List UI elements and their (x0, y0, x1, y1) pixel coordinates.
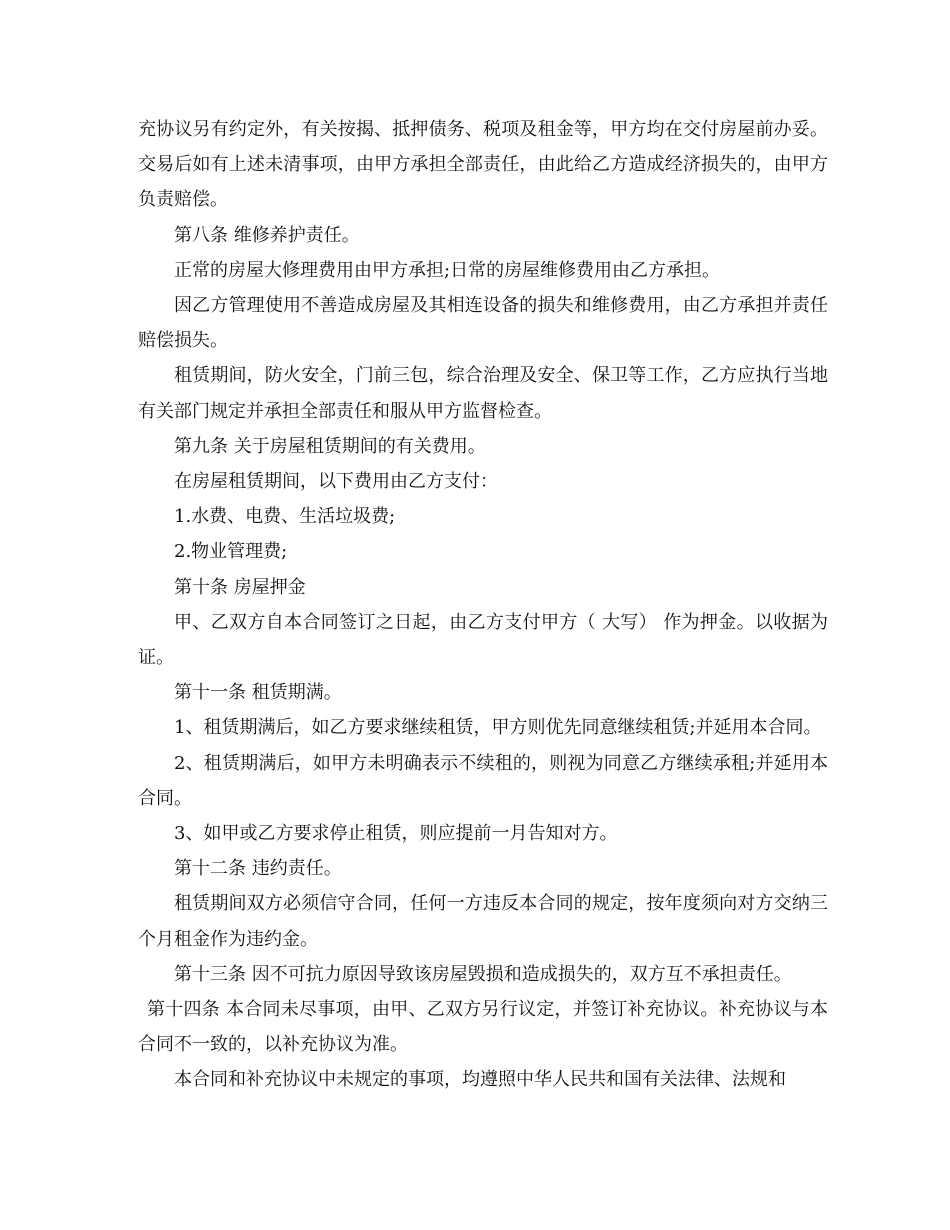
article-9-heading: 第九条 关于房屋租赁期间的有关费用。 (174, 435, 486, 457)
paragraph: 本合同和补充协议中未规定的事项，均遵照中华人民共和国有关法律、法规和 (174, 1069, 786, 1091)
paragraph: 租赁期间，防火安全，门前三包，综合治理及安全、保卫等工作，乙方应执行当地有关部门规定并承担全部责任和服从甲方监督检查。 (138, 365, 828, 422)
article-12-heading: 第十二条 违约责任。 (174, 858, 342, 880)
paragraph: 因乙方管理使用不善造成房屋及其相连设备的损失和维修费用，由乙方承担并责任赔偿损失。 (138, 295, 828, 352)
article-8-heading: 第八条 维修养护责任。 (174, 224, 360, 246)
article-13-paragraph: 第十三条 因不可抗力原因导致该房屋毁损和造成损失的，双方互不承担责任。 (174, 963, 792, 985)
list-item: 2.物业管理费; (174, 541, 288, 563)
paragraph: 租赁期间双方必须信守合同，任何一方违反本合同的规定，按年度须向对方交纳三个月租金作为违约金。 (138, 893, 828, 950)
paragraph: 甲、乙双方自本合同签订之日起，由乙方支付甲方（ 大写） 作为押金。以收据为证。 (138, 611, 828, 669)
document-body (138, 112, 828, 1098)
article-10-heading: 第十条 房屋押金 (174, 576, 306, 598)
list-item: 2、租赁期满后，如甲方未明确表示不续租的，则视为同意乙方继续承租;并延用本合同。 (138, 752, 828, 809)
article-14-paragraph: 第十四条 本合同未尽事项，由甲、乙双方另行议定，并签订补充协议。补充协议与本合同不一致的，以补充协议为准。 (138, 999, 828, 1056)
list-item: 1.水费、电费、生活垃圾费; (174, 506, 396, 528)
list-item: 3、如甲或乙方要求停止租赁，则应提前一月告知对方。 (174, 823, 618, 845)
paragraph: 正常的房屋大修理费用由甲方承担;日常的房屋维修费用由乙方承担。 (174, 259, 721, 281)
paragraph: 在房屋租赁期间，以下费用由乙方支付： (174, 471, 498, 493)
list-item: 1、租赁期满后，如乙方要求继续租赁，甲方则优先同意继续租赁;并延用本合同。 (174, 717, 822, 739)
article-11-heading: 第十一条 租赁期满。 (174, 682, 342, 704)
paragraph-continuation: 充协议另有约定外，有关按揭、抵押债务、税项及租金等，甲方均在交付房屋前办妥。交易后如有上述未清事项，由甲方承担全部责任，由此给乙方造成经济损失的，由甲方负责赔偿。 (138, 119, 828, 211)
